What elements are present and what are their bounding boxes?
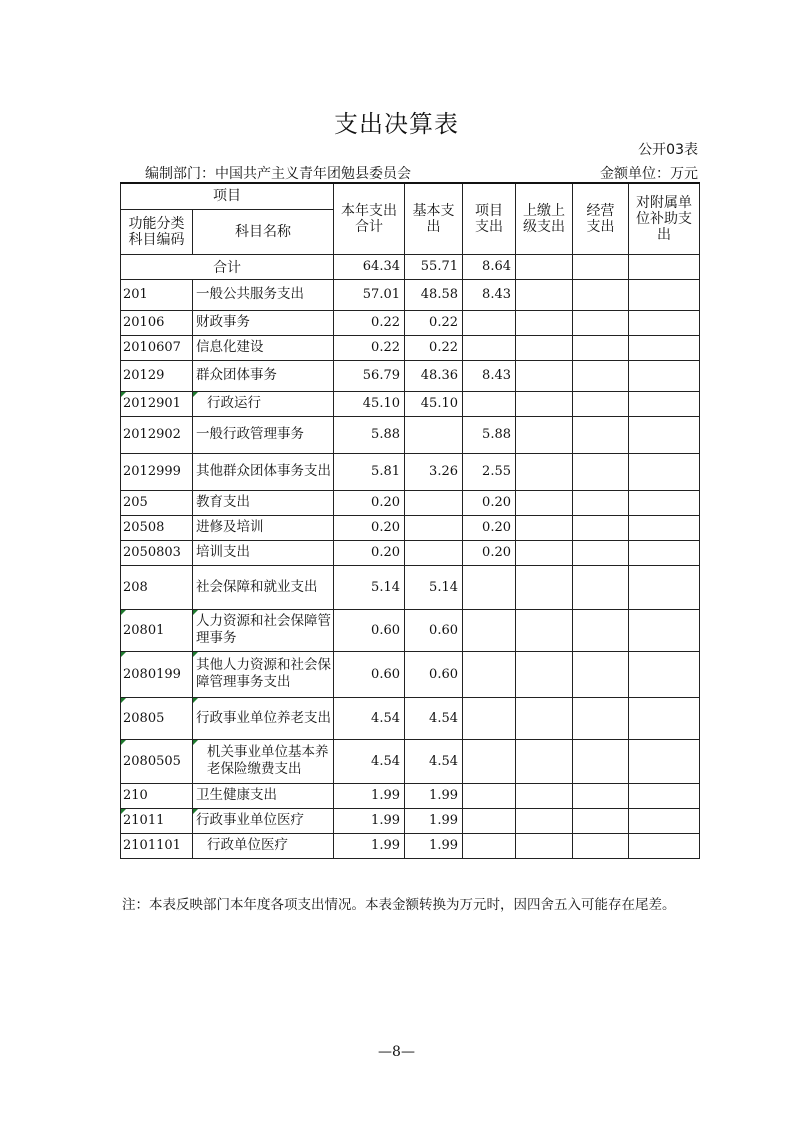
row-total [334, 515, 405, 540]
row-name [193, 697, 334, 739]
row-total-text: 5.14 [371, 579, 400, 595]
row-operating [573, 360, 629, 391]
table-row [121, 416, 700, 453]
row-basic [405, 783, 463, 808]
row-name-text: 财政事务 [196, 314, 250, 330]
row-basic [405, 697, 463, 739]
row-total [334, 360, 405, 391]
row-superior [516, 279, 573, 310]
row-project [463, 609, 516, 651]
row-subsidiary [629, 808, 700, 833]
header-basic: 基本支出 [405, 183, 463, 254]
row-operating [573, 565, 629, 609]
row-basic [405, 515, 463, 540]
total-basic: 55.71 [405, 254, 463, 279]
row-total-text: 0.20 [371, 545, 400, 560]
row-total-text: 0.60 [371, 622, 400, 638]
table-row [121, 565, 700, 609]
row-operating [573, 808, 629, 833]
row-project [463, 416, 516, 453]
row-name [193, 739, 334, 783]
row-name-text: 行政运行 [207, 395, 261, 411]
row-superior [516, 335, 573, 360]
row-basic-text: 1.99 [429, 788, 458, 803]
row-superior [516, 416, 573, 453]
row-total-text: 1.99 [371, 813, 400, 828]
row-subsidiary [629, 651, 700, 697]
row-name-text: 机关事业单位基本养老保险缴费支出 [207, 744, 329, 777]
table-row [121, 651, 700, 697]
row-basic-text: 1.99 [429, 813, 458, 828]
row-name-text: 一般公共服务支出 [196, 286, 304, 302]
row-operating [573, 739, 629, 783]
row-project-text: 0.20 [482, 545, 511, 560]
row-basic [405, 808, 463, 833]
row-code [121, 739, 193, 783]
row-basic [405, 490, 463, 515]
row-code [121, 515, 193, 540]
header-superior: 上缴上级支出 [516, 183, 573, 254]
header-project-expense: 项目支出 [463, 183, 516, 254]
row-basic-text: 0.60 [429, 622, 458, 638]
row-code-text: 2010607 [123, 340, 181, 355]
row-basic [405, 279, 463, 310]
row-name [193, 310, 334, 335]
row-superior [516, 310, 573, 335]
row-subsidiary [629, 416, 700, 453]
row-name [193, 609, 334, 651]
row-total-text: 57.01 [362, 287, 400, 302]
expenditure-table [120, 182, 700, 859]
row-basic-text: 48.36 [420, 368, 458, 383]
row-project [463, 335, 516, 360]
row-total [334, 391, 405, 416]
row-project-text: 2.55 [482, 464, 511, 479]
row-total [334, 808, 405, 833]
table-row [121, 540, 700, 565]
row-project [463, 651, 516, 697]
table-row [121, 515, 700, 540]
row-basic [405, 540, 463, 565]
header-subsidiary: 对附属单位补助支出 [629, 183, 700, 254]
form-number: 公开03表 [638, 142, 698, 158]
row-basic [405, 453, 463, 490]
row-project [463, 808, 516, 833]
row-operating [573, 279, 629, 310]
row-code-text: 2080199 [123, 666, 181, 682]
row-basic [405, 565, 463, 609]
row-code [121, 279, 193, 310]
row-name-text: 卫生健康支出 [196, 787, 277, 803]
row-total [334, 416, 405, 453]
row-code-text: 205 [123, 495, 148, 510]
row-code [121, 416, 193, 453]
row-project [463, 490, 516, 515]
row-name-text: 社会保障和就业支出 [196, 578, 318, 595]
row-total-text: 0.22 [371, 315, 400, 330]
row-superior [516, 651, 573, 697]
row-subsidiary [629, 279, 700, 310]
row-basic-text: 5.14 [429, 579, 458, 595]
row-total-text: 4.54 [371, 753, 400, 769]
row-name-text: 人力资源和社会保障管理事务 [196, 613, 331, 646]
row-name [193, 565, 334, 609]
row-total-text: 0.20 [371, 520, 400, 535]
row-basic-text: 48.58 [420, 287, 458, 302]
row-code-text: 20801 [123, 622, 165, 638]
row-name-text: 培训支出 [196, 544, 250, 560]
row-basic [405, 310, 463, 335]
row-name-text: 行政事业单位养老支出 [196, 709, 331, 726]
row-name-text: 群众团体事务 [196, 367, 277, 383]
row-superior [516, 490, 573, 515]
row-name-text: 行政单位医疗 [207, 837, 288, 853]
row-code [121, 609, 193, 651]
row-operating [573, 391, 629, 416]
row-total [334, 609, 405, 651]
row-name [193, 651, 334, 697]
row-project [463, 453, 516, 490]
row-operating [573, 540, 629, 565]
row-total [334, 783, 405, 808]
compiling-department: 编制部门：中国共产主义青年团勉县委员会 [145, 166, 411, 182]
row-project [463, 391, 516, 416]
header-subject-name: 科目名称 [193, 209, 334, 254]
row-name [193, 453, 334, 490]
row-project [463, 783, 516, 808]
row-name [193, 808, 334, 833]
row-basic-text: 0.60 [429, 666, 458, 682]
table-row [121, 335, 700, 360]
row-basic [405, 416, 463, 453]
row-total [334, 833, 405, 858]
total-label: 合计 [121, 254, 334, 279]
row-project [463, 697, 516, 739]
row-name-text: 信息化建设 [196, 339, 264, 355]
row-operating [573, 783, 629, 808]
row-total [334, 279, 405, 310]
row-subsidiary [629, 609, 700, 651]
row-subsidiary [629, 391, 700, 416]
row-total-text: 45.10 [362, 396, 400, 411]
row-code-text: 2012902 [123, 427, 181, 442]
row-subsidiary [629, 310, 700, 335]
table-row [121, 310, 700, 335]
row-code-text: 21011 [123, 813, 165, 828]
row-superior [516, 453, 573, 490]
row-total-text: 0.60 [371, 666, 400, 682]
row-code-text: 2101101 [123, 838, 181, 853]
row-name [193, 540, 334, 565]
row-name [193, 490, 334, 515]
row-subsidiary [629, 490, 700, 515]
row-code-text: 2012999 [123, 464, 181, 479]
cell-marker-icon [193, 698, 198, 703]
row-basic [405, 739, 463, 783]
row-total-text: 1.99 [371, 788, 400, 803]
row-subsidiary [629, 833, 700, 858]
row-name-text: 一般行政管理事务 [196, 426, 304, 442]
row-operating [573, 453, 629, 490]
row-basic [405, 335, 463, 360]
row-code-text: 2012901 [123, 396, 181, 411]
row-name-text: 其他人力资源和社会保障管理事务支出 [196, 657, 331, 690]
row-operating [573, 335, 629, 360]
row-code [121, 783, 193, 808]
row-code-text: 208 [123, 579, 148, 595]
row-code [121, 453, 193, 490]
row-project [463, 310, 516, 335]
row-code [121, 833, 193, 858]
row-basic-text: 45.10 [420, 396, 458, 411]
cell-marker-icon [193, 392, 198, 397]
table-row [121, 279, 700, 310]
row-project [463, 279, 516, 310]
cell-marker-icon [121, 610, 126, 615]
row-subsidiary [629, 739, 700, 783]
table-row [121, 697, 700, 739]
header-operating: 经营支出 [573, 183, 629, 254]
row-basic-text: 3.26 [429, 464, 458, 479]
row-name [193, 335, 334, 360]
row-superior [516, 609, 573, 651]
row-total [334, 540, 405, 565]
row-project [463, 360, 516, 391]
row-operating [573, 515, 629, 540]
row-code-text: 20508 [123, 520, 165, 535]
row-code-text: 20129 [123, 368, 165, 383]
row-operating [573, 490, 629, 515]
cell-marker-icon [121, 392, 126, 397]
row-name [193, 391, 334, 416]
row-name [193, 783, 334, 808]
row-basic [405, 360, 463, 391]
row-project-text: 8.43 [482, 287, 511, 302]
row-total [334, 565, 405, 609]
row-code [121, 808, 193, 833]
row-name [193, 279, 334, 310]
page-title: 支出决算表 [334, 110, 459, 138]
row-project-text: 0.20 [482, 520, 511, 535]
cell-marker-icon [193, 610, 198, 615]
row-code [121, 391, 193, 416]
row-total-text: 5.88 [371, 427, 400, 442]
row-superior [516, 360, 573, 391]
row-operating [573, 310, 629, 335]
cell-marker-icon [193, 740, 198, 745]
row-superior [516, 515, 573, 540]
row-total [334, 453, 405, 490]
footnote: 注：本表反映部门本年度各项支出情况。本表金额转换为万元时，因四舍五入可能存在尾差。 [122, 897, 676, 913]
row-subsidiary [629, 697, 700, 739]
row-total-text: 1.99 [371, 838, 400, 853]
row-operating [573, 651, 629, 697]
header-project: 项目 [121, 183, 334, 209]
row-total [334, 739, 405, 783]
row-code [121, 697, 193, 739]
row-code [121, 335, 193, 360]
row-subsidiary [629, 360, 700, 391]
row-superior [516, 739, 573, 783]
row-basic-text: 0.22 [429, 340, 458, 355]
row-basic-text: 4.54 [429, 710, 458, 726]
row-subsidiary [629, 565, 700, 609]
row-code [121, 490, 193, 515]
table-row [121, 490, 700, 515]
cell-marker-icon [193, 809, 198, 814]
row-total [334, 335, 405, 360]
row-project-text: 5.88 [482, 427, 511, 442]
cell-marker-icon [193, 652, 198, 657]
row-superior [516, 391, 573, 416]
row-subsidiary [629, 335, 700, 360]
row-total-text: 5.81 [371, 464, 400, 479]
row-code-text: 2080505 [123, 753, 181, 769]
table-row [121, 808, 700, 833]
table-row [121, 783, 700, 808]
table-row [121, 391, 700, 416]
row-total-text: 0.22 [371, 340, 400, 355]
row-superior [516, 565, 573, 609]
row-code-text: 20106 [123, 315, 165, 330]
row-operating [573, 609, 629, 651]
row-total-text: 4.54 [371, 710, 400, 726]
header-func-code: 功能分类科目编码 [121, 209, 193, 254]
row-subsidiary [629, 515, 700, 540]
row-basic-text: 1.99 [429, 838, 458, 853]
table-row [121, 360, 700, 391]
row-project [463, 540, 516, 565]
row-project [463, 833, 516, 858]
row-total [334, 651, 405, 697]
row-code-text: 2050803 [123, 545, 181, 560]
row-superior [516, 697, 573, 739]
row-subsidiary [629, 453, 700, 490]
row-name [193, 833, 334, 858]
row-total [334, 310, 405, 335]
table-row [121, 833, 700, 858]
row-total-text: 56.79 [362, 368, 400, 383]
row-name-text: 教育支出 [196, 494, 250, 510]
row-code-text: 210 [123, 788, 148, 803]
row-operating [573, 697, 629, 739]
row-name [193, 360, 334, 391]
cell-marker-icon [121, 698, 126, 703]
row-project [463, 515, 516, 540]
row-project [463, 739, 516, 783]
row-basic [405, 651, 463, 697]
row-name-text: 其他群众团体事务支出 [196, 463, 331, 479]
page-number: —8— [378, 1044, 415, 1060]
row-code [121, 651, 193, 697]
row-operating [573, 416, 629, 453]
table-row [121, 453, 700, 490]
table-row [121, 609, 700, 651]
row-name-text: 行政事业单位医疗 [196, 812, 304, 828]
row-code-text: 201 [123, 287, 148, 302]
row-total-text: 0.20 [371, 495, 400, 510]
row-name [193, 416, 334, 453]
row-code [121, 310, 193, 335]
row-name-text: 进修及培训 [196, 519, 264, 535]
row-total [334, 490, 405, 515]
row-code-text: 20805 [123, 710, 165, 726]
row-subsidiary [629, 540, 700, 565]
row-name [193, 515, 334, 540]
row-subsidiary [629, 783, 700, 808]
row-superior [516, 808, 573, 833]
row-superior [516, 833, 573, 858]
row-project-text: 8.43 [482, 368, 511, 383]
row-basic-text: 4.54 [429, 753, 458, 769]
row-code [121, 565, 193, 609]
row-code [121, 360, 193, 391]
cell-marker-icon [121, 740, 126, 745]
total-project: 8.64 [463, 254, 516, 279]
amount-unit: 金额单位：万元 [600, 166, 698, 182]
header-total: 本年支出合计 [334, 183, 405, 254]
row-basic [405, 833, 463, 858]
row-operating [573, 833, 629, 858]
row-total [334, 697, 405, 739]
row-basic-text: 0.22 [429, 315, 458, 330]
row-basic [405, 391, 463, 416]
row-superior [516, 783, 573, 808]
row-basic [405, 609, 463, 651]
cell-marker-icon [121, 652, 126, 657]
row-code [121, 540, 193, 565]
row-project-text: 0.20 [482, 495, 511, 510]
cell-marker-icon [121, 809, 126, 814]
row-superior [516, 540, 573, 565]
total-sum: 64.34 [334, 254, 405, 279]
table-row [121, 739, 700, 783]
row-project [463, 565, 516, 609]
